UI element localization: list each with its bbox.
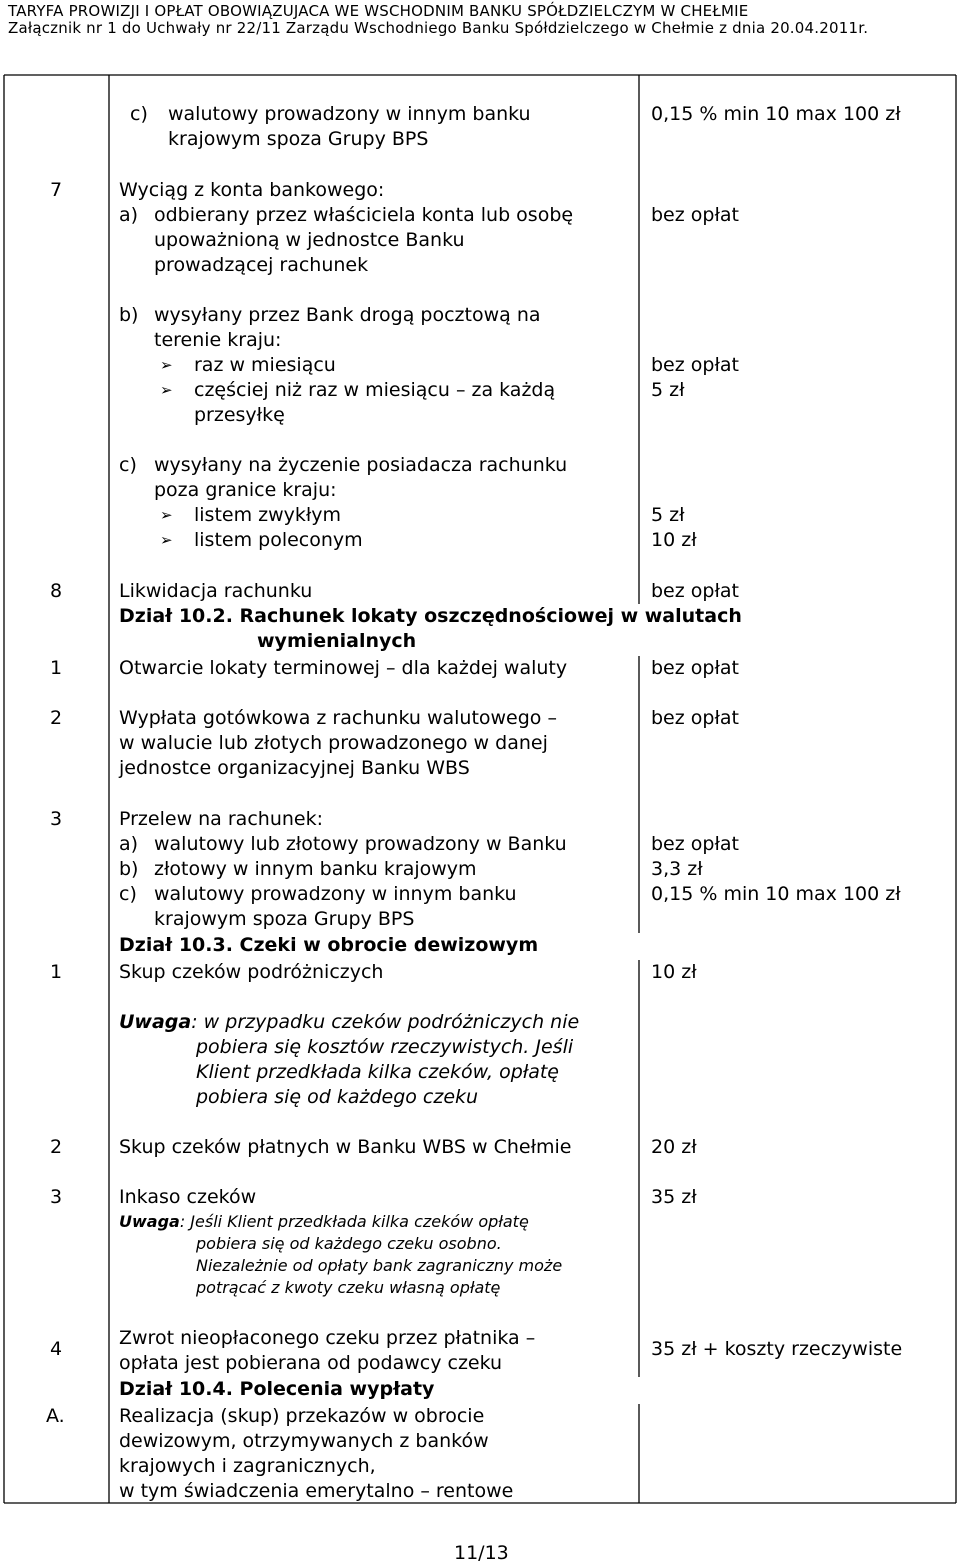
header-subtitle: Załącznik nr 1 do Uchwały nr 22/11 Zarządu Wschodniego Banku Spółdzielczego w Chełmie z dnia 20.04.2011r. bbox=[8, 19, 869, 37]
note-text: pobiera się od każdego czeku osobno. bbox=[196, 1234, 502, 1253]
row-text: Skup czeków podróżniczych bbox=[119, 961, 384, 983]
fee-value: bez opłat bbox=[651, 833, 739, 855]
row-text: Wypłata gotówkowa z rachunku walutowego – bbox=[119, 707, 557, 729]
fee-value: bez opłat bbox=[651, 657, 739, 679]
item-text: prowadzącej rachunek bbox=[154, 254, 369, 276]
list-item: częściej niż raz w miesiącu – za każdą bbox=[194, 379, 556, 401]
row-number: 3 bbox=[50, 808, 63, 830]
note-text: : w przypadku czeków podróżniczych nie bbox=[191, 1011, 580, 1033]
fee-value: bez opłat bbox=[651, 580, 739, 602]
row-number: 4 bbox=[50, 1338, 63, 1360]
row-text: Skup czeków płatnych w Banku WBS w Chełmie bbox=[119, 1136, 572, 1158]
list-item: przesyłkę bbox=[194, 404, 285, 426]
item-label: c) bbox=[130, 103, 148, 125]
fee-value: 10 zł bbox=[651, 961, 697, 983]
item-text: wysyłany przez Bank drogą pocztową na bbox=[154, 304, 541, 326]
row-text: jednostce organizacyjnej Banku WBS bbox=[119, 757, 470, 779]
item-text: krajowym spoza Grupy BPS bbox=[154, 908, 415, 930]
row-number: 7 bbox=[50, 179, 63, 201]
arrow-bullet-icon: ➢ bbox=[160, 531, 173, 549]
arrow-bullet-icon: ➢ bbox=[160, 356, 173, 374]
fee-value: 10 zł bbox=[651, 529, 697, 551]
row-number: 1 bbox=[50, 657, 63, 679]
item-label: b) bbox=[119, 858, 139, 880]
note-text: : Jeśli Klient przedkłada kilka czeków opłatę bbox=[179, 1212, 529, 1231]
row-text: w tym świadczenia emerytalno – rentowe bbox=[119, 1480, 514, 1502]
item-label: a) bbox=[119, 833, 139, 855]
arrow-bullet-icon: ➢ bbox=[160, 381, 173, 399]
item-label: a) bbox=[119, 204, 139, 226]
item-text: upoważnioną w jednostce Banku bbox=[154, 229, 465, 251]
row-number: 2 bbox=[50, 1136, 63, 1158]
list-item: listem zwykłym bbox=[194, 504, 342, 526]
item-text: odbierany przez właściciela konta lub osobę bbox=[154, 204, 574, 226]
item-text: krajowym spoza Grupy BPS bbox=[168, 128, 429, 150]
page-number: 11/13 bbox=[454, 1542, 509, 1564]
row-number: 2 bbox=[50, 707, 63, 729]
list-item: listem poleconym bbox=[194, 529, 363, 551]
row-text: Zwrot nieopłaconego czeku przez płatnika – bbox=[119, 1327, 536, 1349]
fee-value: bez opłat bbox=[651, 354, 739, 376]
item-text: terenie kraju: bbox=[154, 329, 282, 351]
fee-value: 20 zł bbox=[651, 1136, 697, 1158]
row-text: w walucie lub złotych prowadzonego w danej bbox=[119, 732, 548, 754]
note-text: Klient przedkłada kilka czeków, opłatę bbox=[196, 1061, 559, 1083]
note-text: potrącać z kwoty czeku własną opłatę bbox=[196, 1278, 501, 1297]
arrow-bullet-icon: ➢ bbox=[160, 506, 173, 524]
row-text: krajowych i zagranicznych, bbox=[119, 1455, 376, 1477]
row-number: 3 bbox=[50, 1186, 63, 1208]
row-title: Przelew na rachunek: bbox=[119, 808, 323, 830]
fee-value: bez opłat bbox=[651, 204, 739, 226]
note-text bbox=[119, 1010, 579, 1035]
section-title: Dział 10.4. Polecenia wypłaty bbox=[119, 1378, 435, 1400]
item-text: wysyłany na życzenie posiadacza rachunku bbox=[154, 454, 568, 476]
fee-value: 5 zł bbox=[651, 504, 685, 526]
note-label: Uwaga bbox=[119, 1011, 192, 1033]
section-title: Dział 10.3. Czeki w obrocie dewizowym bbox=[119, 934, 539, 956]
row-text: dewizowym, otrzymywanych z banków bbox=[119, 1430, 489, 1452]
header-title: TARYFA PROWIZJI I OPŁAT OBOWIĄZUJACA WE WSCHODNIM BANKU SPÓŁDZIELCZYM W CHEŁMIE bbox=[8, 2, 749, 20]
fee-value: 3,3 zł bbox=[651, 858, 703, 880]
item-text: walutowy prowadzony w innym banku bbox=[154, 883, 517, 905]
item-text: walutowy lub złotowy prowadzony w Banku bbox=[154, 833, 567, 855]
list-item: raz w miesiącu bbox=[194, 354, 336, 376]
note-text bbox=[119, 1211, 529, 1233]
row-text: Realizacja (skup) przekazów w obrocie bbox=[119, 1405, 485, 1427]
note-label: Uwaga bbox=[119, 1212, 180, 1231]
fee-value: 0,15 % min 10 max 100 zł bbox=[651, 103, 901, 125]
fee-value: 0,15 % min 10 max 100 zł bbox=[651, 883, 901, 905]
fee-value: 35 zł + koszty rzeczywiste bbox=[651, 1338, 903, 1360]
row-number: 8 bbox=[50, 580, 63, 602]
note-text: pobiera się od każdego czeku bbox=[196, 1086, 479, 1108]
item-text: złotowy w innym banku krajowym bbox=[154, 858, 477, 880]
section-title: Dział 10.2. Rachunek lokaty oszczędnościowej w walutach bbox=[119, 605, 742, 627]
section-title: wymienialnych bbox=[257, 630, 417, 652]
row-number: 1 bbox=[50, 961, 63, 983]
document-header bbox=[8, 3, 868, 37]
item-label: b) bbox=[119, 304, 139, 326]
row-number: A. bbox=[46, 1405, 65, 1427]
row-text: Inkaso czeków bbox=[119, 1186, 257, 1208]
note-text: Niezależnie od opłaty bank zagraniczny może bbox=[196, 1256, 563, 1275]
item-label: c) bbox=[119, 454, 137, 476]
row-text: opłata jest pobierana od podawcy czeku bbox=[119, 1352, 503, 1374]
fee-value: 5 zł bbox=[651, 379, 685, 401]
note-text: pobiera się kosztów rzeczywistych. Jeśli bbox=[196, 1036, 574, 1058]
row-text: Otwarcie lokaty terminowej – dla każdej waluty bbox=[119, 657, 568, 679]
item-text: poza granice kraju: bbox=[154, 479, 337, 501]
item-label: c) bbox=[119, 883, 137, 905]
row-title: Wyciąg z konta bankowego: bbox=[119, 179, 385, 201]
row-text: Likwidacja rachunku bbox=[119, 580, 313, 602]
fee-value: 35 zł bbox=[651, 1186, 697, 1208]
fee-value: bez opłat bbox=[651, 707, 739, 729]
item-text: walutowy prowadzony w innym banku bbox=[168, 103, 531, 125]
